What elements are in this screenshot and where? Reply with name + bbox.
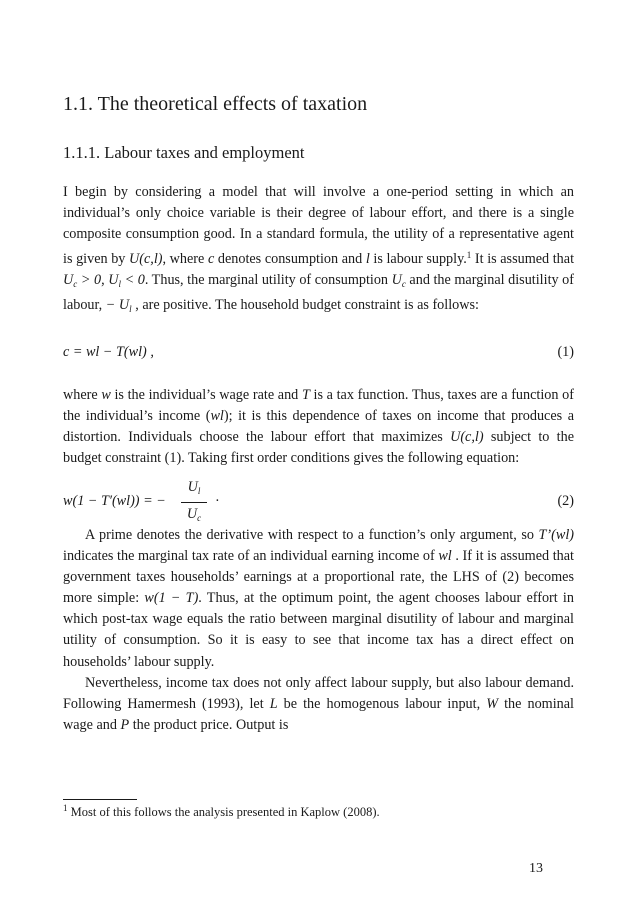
body-text xyxy=(63,182,574,736)
equation-2-fraction xyxy=(179,477,209,528)
footnote-mark: 1 xyxy=(63,803,68,813)
math-W: W xyxy=(486,695,499,712)
math-w: w xyxy=(101,386,111,403)
math-wl-2: wl xyxy=(438,548,452,565)
fraction-denominator: $U_c$ xyxy=(186,505,202,523)
math-utility: U(c,l) xyxy=(129,251,163,268)
math-L: L xyxy=(269,695,278,712)
equation-2 xyxy=(63,477,574,525)
paragraph-4: Nevertheless, income tax does not only affect labour supply, but also labour demand. Following Hamermesh (1993), let L be the homogenous labour input, W the nominal wage and P the product price. Output is xyxy=(63,674,574,733)
subsection-title: 1.1.1. Labour taxes and employment xyxy=(63,143,305,162)
page-number: 13 xyxy=(529,861,543,876)
math-uc-pos: $U_c > 0$ xyxy=(63,272,102,290)
equation-2-number: (2) xyxy=(557,492,574,509)
footnote-ref: 1 xyxy=(466,250,472,261)
paragraph-2: where w is the individual’s wage rate and T is a tax function. Thus, taxes are a function of the individual’s income (wl); it is this dependence of taxes on income that produces a distortion. Individuals choose the labour effort that maximizes U(c,l) subject to the budget constraint (1). Taking first order conditions gives the following equation: xyxy=(63,386,575,466)
footnote xyxy=(63,803,380,820)
equation-1-body: c = wl − T(wl) , xyxy=(63,343,154,360)
fraction-bar xyxy=(181,502,207,503)
math-t-prime: T’(wl) xyxy=(538,526,574,543)
equation-1-number: (1) xyxy=(557,343,574,360)
math-w-one-minus-t: w(1 − T) xyxy=(144,590,199,607)
equation-1 xyxy=(63,342,574,364)
equation-2-lhs: w(1 − T′(wl)) = − xyxy=(63,492,166,509)
paragraph-3: A prime denotes the derivative with respect to a function’s only argument, so T’(wl) indicates the marginal tax rate of an individual earning income of wl . If it is assumed that government taxes households’ earnings at a proportional rate, the LHS of (2) becomes more simple: w(1 − T). Thus, at the optimum point, the agent chooses labour effort in which post-tax wage equals the ratio between marginal disutility of labour and marginal utility of consumption. So it is easy to see that income tax has a direct effect on households’ labour supply. xyxy=(63,526,574,670)
fraction-numerator: $U_l$ xyxy=(187,478,201,496)
footnote-rule xyxy=(63,799,137,800)
math-ul-neg: $U_l < 0$ xyxy=(108,272,145,290)
footnote-text: Most of this follows the analysis presented in Kaplow (2008). xyxy=(67,805,380,819)
paragraph-1: I begin by considering a model that will involve a one-period setting in which an individual’s only choice variable is their degree of labour effort, and there is a single composite consumption good. In a standard formula, the utility of a representative agent is given by U(c,l), where c denotes consumption and l is labour supply.$^1$ It is assumed that $U_c > 0$, $U_l < 0$. Thus, the marginal utility of consumption $U_c$ and the marginal disutility of labour, − $U_l$ , are positive. The household budget constraint is as follows: xyxy=(63,184,575,315)
math-utility-2: U(c,l) xyxy=(450,428,484,445)
math-P: P xyxy=(120,716,130,733)
equation-2-dot: · xyxy=(215,492,220,509)
math-l: l xyxy=(365,251,370,268)
math-t: T xyxy=(301,386,310,403)
math-c: c xyxy=(207,251,215,268)
math-uc: $U_c$ xyxy=(391,272,406,290)
section-title: 1.1. The theoretical effects of taxation xyxy=(63,93,368,115)
math-neg-ul: − $U_l$ xyxy=(105,297,132,315)
math-wl: wl xyxy=(210,407,224,424)
